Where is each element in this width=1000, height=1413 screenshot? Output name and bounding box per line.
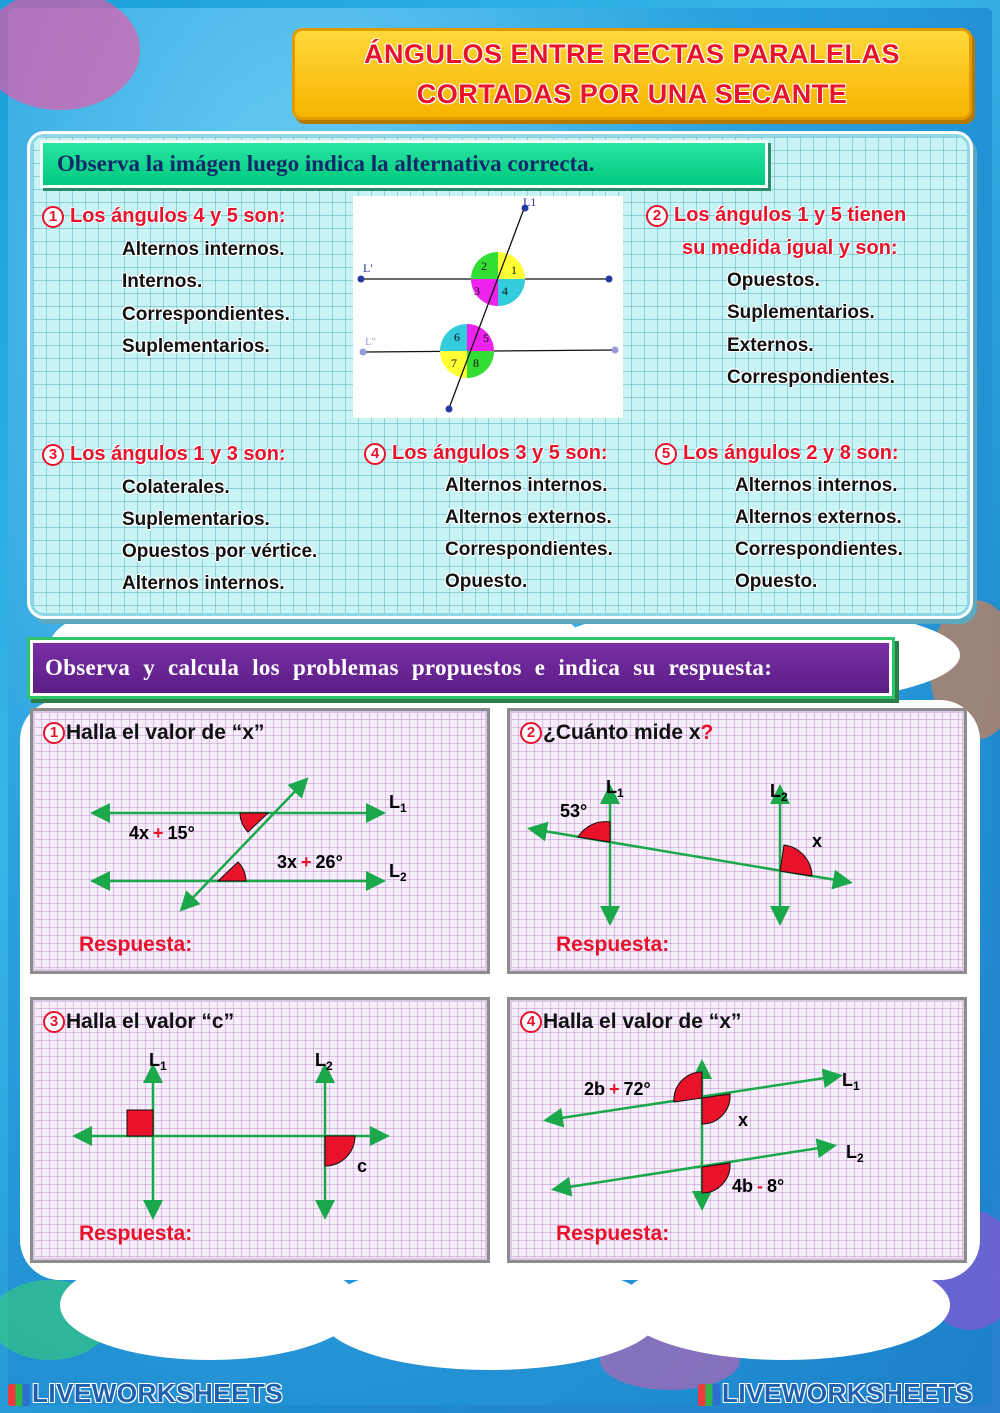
p1-expr-b-post: 26°: [315, 852, 343, 872]
svg-text:L2: [770, 781, 788, 804]
p1-label-l2-sub: 2: [400, 870, 407, 884]
angle-label-8: 8: [473, 356, 479, 370]
problem-4-number: 4: [520, 1011, 542, 1033]
angle-label-4: 4: [502, 284, 508, 298]
q3-option-b[interactable]: Suplementarios.: [122, 509, 270, 530]
instruction-banner-1: [40, 140, 768, 188]
svg-text:2b+72°: [584, 1079, 651, 1099]
q2-option-c[interactable]: Externos.: [727, 335, 814, 356]
angle-label-5: 5: [483, 331, 489, 345]
question-1-text: Los ángulos 4 y 5 son:: [70, 205, 286, 227]
q1-option-d[interactable]: Suplementarios.: [122, 336, 270, 357]
p3-angle-c: c: [357, 1156, 368, 1176]
question-2-title: [646, 204, 906, 227]
angle-label-3: 3: [474, 284, 480, 298]
p4-expr-b-post: 8°: [767, 1176, 785, 1196]
angles-diagram: [353, 196, 623, 418]
line-label-l-double-prime: L'': [365, 336, 376, 348]
problem-1-text: Halla el valor de “x”: [66, 721, 265, 744]
instruction-banner-2: [30, 640, 892, 696]
p2-label-l2: L: [770, 781, 781, 801]
problem-1-card: [30, 708, 490, 974]
line-label-l-prime: L': [363, 261, 373, 275]
question-4-number: 4: [364, 443, 386, 465]
brand-left: [8, 1378, 283, 1409]
angle-label-6: 6: [454, 330, 460, 344]
question-4-text: Los ángulos 3 y 5 son:: [392, 442, 608, 464]
question-1-number: 1: [42, 206, 64, 228]
instruction-text-2: Observa y calcula los problemas propuestos e indica su respuesta:: [45, 655, 773, 680]
q5-option-d[interactable]: Opuesto.: [735, 571, 818, 592]
question-3-text: Los ángulos 1 y 3 son:: [70, 443, 286, 465]
p4-expr-a-post: 72°: [623, 1079, 651, 1099]
q1-option-c[interactable]: Correspondientes.: [122, 304, 290, 325]
p3-label-l1: L: [149, 1050, 160, 1070]
problem-2-text: ¿Cuánto mide x: [543, 721, 701, 744]
p3-label-l2-sub: 2: [326, 1059, 333, 1073]
q4-option-b[interactable]: Alternos externos.: [445, 507, 612, 528]
question-1-title: [42, 205, 286, 228]
p2-angle-53: 53°: [560, 801, 588, 821]
svg-text:3x+26°: [277, 852, 343, 872]
q4-option-d[interactable]: Opuesto.: [445, 571, 528, 592]
p4-expr-a-op: +: [609, 1079, 620, 1099]
title-box: [292, 28, 972, 120]
line-label-l1: L1: [523, 196, 537, 209]
svg-text:L1: [842, 1070, 860, 1093]
p2-label-l1-sub: 1: [617, 786, 624, 800]
problem-4-text: Halla el valor de “x”: [543, 1010, 742, 1033]
q1-option-a[interactable]: Alternos internos.: [122, 239, 285, 260]
q3-option-c[interactable]: Opuestos por vértice.: [122, 541, 318, 562]
angles-diagram-svg: [353, 196, 623, 418]
svg-text:4b-8°: [732, 1176, 784, 1196]
svg-text:4x+15°: [129, 823, 195, 843]
svg-text:L1: [606, 777, 624, 800]
p3-label-l2: L: [315, 1050, 326, 1070]
angle-label-7: 7: [451, 356, 457, 370]
problem-1-answer-label[interactable]: Respuesta:: [79, 933, 193, 956]
question-4-title: [364, 442, 608, 465]
p1-expr-a-pre: 4x: [129, 823, 150, 843]
p3-label-l1-sub: 1: [160, 1059, 167, 1073]
q5-option-a[interactable]: Alternos internos.: [735, 475, 898, 496]
problem-3-text: Halla el valor “c”: [66, 1010, 235, 1033]
svg-text:L2: [846, 1142, 864, 1165]
p4-label-l1-sub: 1: [853, 1079, 860, 1093]
question-5-title: [655, 442, 899, 465]
liveworksheets-logo-icon: [698, 1384, 720, 1406]
q4-option-c[interactable]: Correspondientes.: [445, 539, 613, 560]
svg-text:L2: [389, 861, 407, 884]
problem-1-number: 1: [43, 722, 65, 744]
instruction-text-1: Observa la imágen luego indica la alternativa correcta.: [57, 151, 595, 176]
p4-angle-x: x: [738, 1110, 749, 1130]
p1-label-l1-sub: 1: [400, 801, 407, 815]
p4-expr-b-op: -: [757, 1176, 764, 1196]
question-3-title: [42, 443, 286, 466]
problem-4-answer-label[interactable]: Respuesta:: [556, 1222, 670, 1245]
p4-label-l1: L: [842, 1070, 853, 1090]
p4-expr-a-pre: 2b: [584, 1079, 606, 1099]
brand-right: [698, 1378, 973, 1409]
brand-right-text: LIVEWORKSHEETS: [722, 1378, 974, 1408]
svg-text:L1: [389, 792, 407, 815]
p2-label-l2-sub: 2: [781, 790, 788, 804]
q2-option-d[interactable]: Correspondientes.: [727, 367, 895, 388]
liveworksheets-logo-icon: [8, 1384, 30, 1406]
q5-option-c[interactable]: Correspondientes.: [735, 539, 903, 560]
title-line-2: CORTADAS POR UNA SECANTE: [416, 79, 848, 109]
question-5-number: 5: [655, 443, 677, 465]
p1-expr-a-post: 15°: [167, 823, 195, 843]
q2-option-a[interactable]: Opuestos.: [727, 270, 820, 291]
problem-2-number: 2: [520, 722, 542, 744]
angle-label-1: 1: [511, 263, 517, 277]
p1-label-l1: L: [389, 792, 400, 812]
p1-expr-b-op: +: [301, 852, 312, 872]
q5-option-b[interactable]: Alternos externos.: [735, 507, 902, 528]
q1-option-b[interactable]: Internos.: [122, 271, 203, 292]
question-2-number: 2: [646, 205, 668, 227]
p2-angle-x: x: [812, 831, 823, 851]
problem-2-answer-label[interactable]: Respuesta:: [556, 933, 670, 956]
problem-3-card: [30, 997, 490, 1263]
p4-label-l2-sub: 2: [857, 1151, 864, 1165]
q4-option-a[interactable]: Alternos internos.: [445, 475, 608, 496]
question-2-text-line2: su medida igual y son:: [682, 237, 898, 259]
problem-3-number: 3: [43, 1011, 65, 1033]
problem-2-question-mark: ?: [700, 721, 714, 744]
p2-label-l1: L: [606, 777, 617, 797]
problem-2-card: [507, 708, 967, 974]
angle-label-2: 2: [481, 259, 487, 273]
problem-3-answer-label[interactable]: Respuesta:: [79, 1222, 193, 1245]
q3-option-a[interactable]: Colaterales.: [122, 477, 230, 498]
p4-label-l2: L: [846, 1142, 857, 1162]
brand-left-text: LIVEWORKSHEETS: [32, 1378, 284, 1408]
question-3-number: 3: [42, 444, 64, 466]
question-5-text: Los ángulos 2 y 8 son:: [683, 442, 899, 464]
p1-expr-a-op: +: [153, 823, 164, 843]
question-2-text-line1: Los ángulos 1 y 5 tienen: [674, 204, 907, 226]
problem-4-card: [507, 997, 967, 1263]
p1-label-l2: L: [389, 861, 400, 881]
q2-option-b[interactable]: Suplementarios.: [727, 302, 875, 323]
q3-option-d[interactable]: Alternos internos.: [122, 573, 285, 594]
p4-expr-b-pre: 4b: [732, 1176, 754, 1196]
svg-text:L1: [149, 1050, 167, 1073]
svg-text:L2: [315, 1050, 333, 1073]
title-line-1: ÁNGULOS ENTRE RECTAS PARALELAS: [363, 39, 900, 69]
p1-expr-b-pre: 3x: [277, 852, 298, 872]
